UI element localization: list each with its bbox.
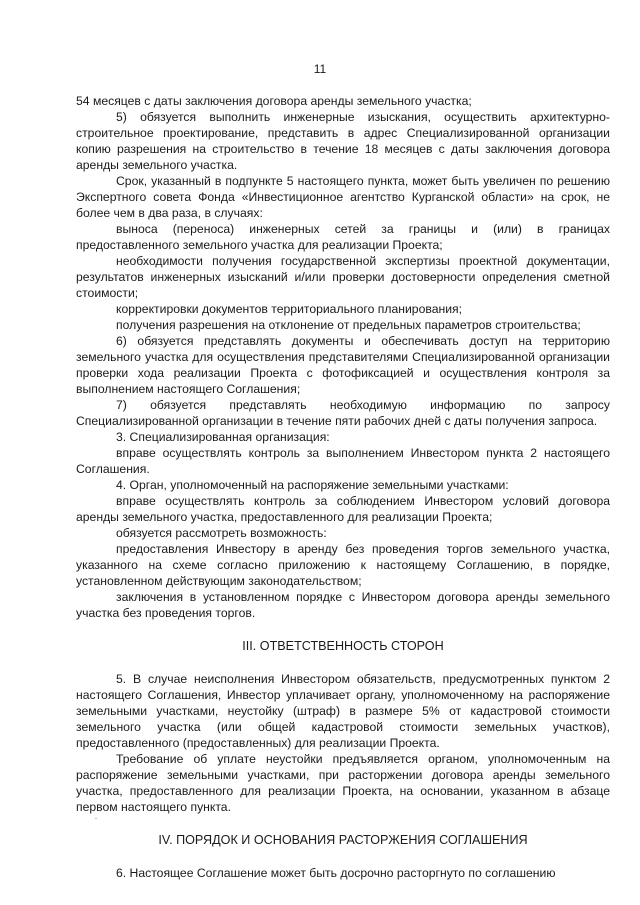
paragraph-p18: Требование об уплате неустойки предъявляется органом, уполномоченным на распоряжение земельными участками, при расторжении договора аренды земельного участка, предоставленного для реализации Проекта, на основании, указанном в абзаце первом настоящего пункта. (76, 752, 610, 814)
section-3-body (76, 671, 610, 815)
paragraph-p2: 5) обязуется выполнить инженерные изыскания, осуществить архитектурно-строительное проектирование, представить в адрес Специализированной организации копию разрешения на строительство в течение 18 месяцев с даты заключения договора аренды земельного участка. (76, 110, 610, 172)
section-4-body (76, 865, 610, 881)
paragraph-p3: Срок, указанный в подпункте 5 настоящего пункта, может быть увеличен по решению Экспертного совета Фонда «Инвестиционное агентство Курганской области» на срок, не более чем в два раза, в случаях: (76, 174, 610, 220)
paragraph-p11: вправе осуществлять контроль за выполнением Инвестором пункта 2 настоящего Соглашения. (76, 446, 610, 476)
paragraph-p5: необходимости получения государственной экспертизы проектной документации, результатов инженерных изысканий и/или проверки достоверности определения сметной стоимости; (76, 254, 610, 300)
paragraph-p13: вправе осуществлять контроль за соблюдением Инвестором условий договора аренды земельного участка, предоставленного для реализации Проекта; (76, 494, 610, 524)
paragraph-p1: 54 месяцев с даты заключения договора аренды земельного участка; (76, 94, 472, 108)
paragraph-p14: обязуется рассмотреть возможность: (116, 526, 327, 540)
paragraph-p17: 5. В случае неисполнения Инвестором обязательств, предусмотренных пунктом 2 настоящего Соглашения, Инвестор уплачивает органу, уполномоченному на распоряжение земельными участками, неустойку (штраф) в размере 5% от кадастровой стоимости земельного участка (или общей кадастровой стоимости земельных участков), предоставленного (предоставленных) для реализации Проекта. (76, 672, 610, 750)
paragraph-p10: 3. Специализированная организация: (116, 430, 330, 444)
paragraph-p6: корректировки документов территориального планирования; (116, 302, 462, 316)
paragraph-p16: заключения в установленном порядке с Инвестором договора аренды земельного участка без проведения торгов. (76, 590, 610, 620)
section-4-heading: IV. ПОРЯДОК И ОСНОВАНИЯ РАСТОРЖЕНИЯ СОГЛАШЕНИЯ (158, 833, 528, 847)
paragraph-p8: 6) обязуется представлять документы и обеспечивать доступ на территорию земельного участка для осуществления представителями Специализированной организации проверки хода реализации Проекта с фотофиксацией и осуществления контроля за выполнением настоящего Соглашения; (76, 334, 610, 396)
document-body (76, 93, 610, 881)
scan-speck (95, 818, 97, 819)
paragraph-p15: предоставления Инвестору в аренду без проведения торгов земельного участка, указанного на схеме согласно приложению к настоящему Соглашению, в порядке, установленном действующим законодательством; (76, 542, 610, 588)
paragraph-p7: получения разрешения на отклонение от предельных параметров строительства; (116, 318, 581, 332)
section-3-heading: III. ОТВЕТСТВЕННОСТЬ СТОРОН (242, 639, 444, 653)
paragraph-p9: 7) обязуется представлять необходимую информацию по запросу Специализированной организации в течение пяти рабочих дней с даты получения запроса. (76, 398, 610, 428)
paragraph-p12: 4. Орган, уполномоченный на распоряжение земельными участками: (116, 478, 509, 492)
paragraph-p4: выноса (переноса) инженерных сетей за границы и (или) в границах предоставленного земельного участка для реализации Проекта; (76, 222, 610, 252)
paragraph-p19: 6. Настоящее Соглашение может быть досрочно расторгнуто по соглашению (116, 866, 556, 880)
section-2-continuation (76, 93, 610, 621)
page-number: 11 (313, 62, 327, 76)
